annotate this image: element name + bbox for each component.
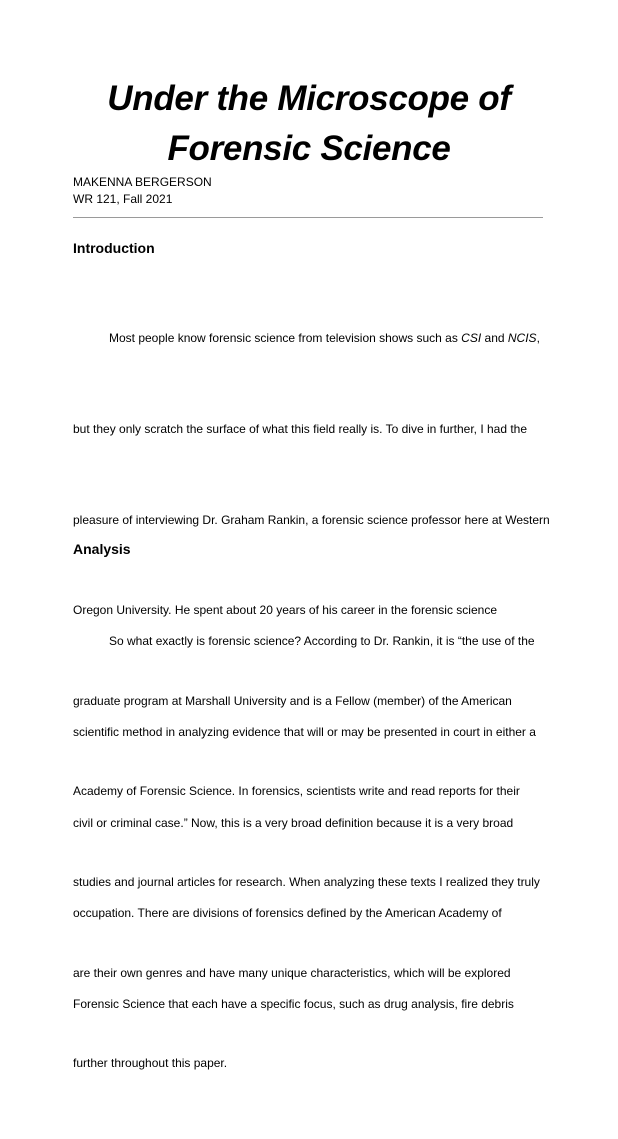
text-run: and	[481, 331, 508, 346]
header-divider	[73, 217, 543, 218]
paragraph-line: studies and journal articles for research. When analyzing these texts I realized they truly	[73, 874, 540, 889]
paragraph-line: are their own genres and have many unique characteristics, which will be explored	[73, 965, 511, 980]
analysis-paragraph	[73, 566, 553, 1079]
paragraph-line: So what exactly is forensic science? According to Dr. Rankin, it is “the use of the	[109, 634, 535, 649]
paragraph-line: pleasure of interviewing Dr. Graham Rankin, a forensic science professor here at Western	[73, 512, 550, 527]
section-heading-introduction: Introduction	[73, 240, 155, 256]
section-heading-analysis: Analysis	[73, 541, 131, 557]
title-line-2: Forensic Science	[167, 129, 451, 168]
paragraph-line: Forensic Science that each have a specific focus, such as drug analysis, fire debris	[73, 996, 514, 1011]
text-run: Most people know forensic science from television shows such as	[109, 331, 462, 346]
paragraph-line: occupation. There are divisions of forensics defined by the American Academy of	[73, 906, 502, 921]
paragraph-line: scientific method in analyzing evidence that will or may be presented in court in either a	[73, 725, 536, 739]
paragraph-line: but they only scratch the surface of what this field really is. To dive in further, I had the	[73, 422, 528, 436]
italic-title-ncis: NCIS	[507, 331, 537, 346]
paragraph-line: civil or criminal case.” Now, this is a very broad definition because it is a very broad	[73, 815, 514, 830]
author-block	[73, 174, 212, 208]
document-title	[0, 74, 618, 174]
course-info: WR 121, Fall 2021	[73, 192, 173, 206]
paragraph-line: Oregon University. He spent about 20 years of his career in the forensic science	[73, 603, 497, 618]
paragraph-line: Academy of Forensic Science. In forensics, scientists write and read reports for their	[73, 784, 520, 799]
paragraph-line	[73, 323, 553, 353]
italic-title-csi: CSI	[461, 331, 482, 346]
paragraph-line: graduate program at Marshall University and is a Fellow (member) of the American	[73, 693, 512, 708]
text-run: ,	[536, 331, 540, 346]
author-name: MAKENNA BERGERSON	[73, 175, 212, 189]
title-line-1: Under the Microscope of	[107, 79, 511, 118]
paragraph-line: further throughout this paper.	[73, 1056, 228, 1071]
